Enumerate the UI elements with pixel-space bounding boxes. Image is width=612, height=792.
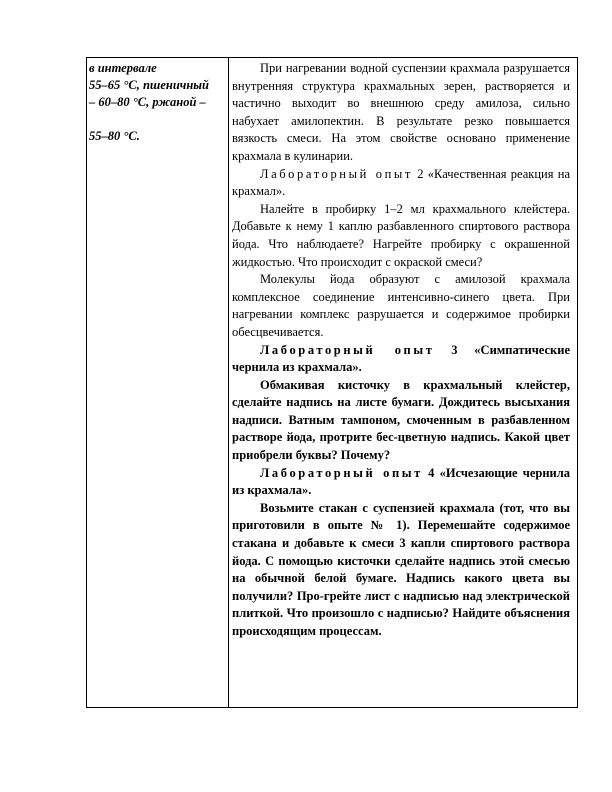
experiment-4-label: Лабораторный опыт <box>260 465 423 480</box>
left-line-3: – 60–80 °С, ржаной – <box>89 95 206 109</box>
paragraph-heating: При нагревании водной суспензии крахмала разрушается внутренняя структура крахмальных зерен, растворяется и частично выходит во внешнюю среду амилоза, сильно набухает амилопектин. В результате резко повышается вязкость смеси. На этом свойстве основано применение крахмала в кулинарии. <box>232 61 570 163</box>
experiment-4-text: Возьмите стакан с суспензией крахмала (тот, что вы приготовили в опыте № 1). Перемешайте содержимое стакана и добавьте к смеси 3 капли спиртового раствора йода. С помощью кисточки сделайте надпись этой смесью на обычной белой бумаге. Надпись какого цвета вы получили? Про-грейте лист с надписью над электрической плиткой. Что произошло с надписью? Найдите объяснения происходящим процессам. <box>232 500 570 638</box>
experiment-2-label: Лабораторный опыт <box>260 166 413 181</box>
experiment-4-title: 4 «Исчезающие чернила из крахмала». <box>232 465 570 498</box>
left-column <box>89 60 223 145</box>
experiment-2-explanation: Молекулы йода образуют с амилозой крахмала комплексное соединение интенсивно-синего цвета. При нагревании комплекс разрушается и содержимое пробирки обесцвечивается. <box>232 272 570 339</box>
experiment-2-heading <box>232 166 570 201</box>
experiment-2-text: Налейте в пробирку 1–2 мл крахмального клейстера. Добавьте к нему 1 каплю разбавленного спиртового раствора йода. Что наблюдаете? Нагрейте пробирку с окрашенной жидкостью. Что происходит с окраской смеси? <box>232 201 570 269</box>
left-line-2: 55–65 °С, пшеничный <box>89 78 209 92</box>
experiment-3-label: Лабораторный опыт <box>260 342 435 357</box>
experiment-2-title: 2 «Качественная реакция на крахмал». <box>232 166 571 199</box>
experiment-3-text: Обмакивая кисточку в крахмальный клейстер, сделайте надпись на листе бумаги. Дождитесь высыхания надписи. Ватным тампоном, смоченным в разбавленном растворе йода, протрите бес-цветную надпись. Какой цвет приобрели буквы? Почему? <box>232 377 570 463</box>
left-line-1: в интервале <box>89 61 157 75</box>
experiment-3-title: 3 «Симпатические чернила из крахмала». <box>232 342 571 375</box>
experiment-3-heading <box>232 342 570 377</box>
right-column <box>232 60 570 641</box>
experiment-4-heading <box>232 465 570 500</box>
left-line-4: 55–80 °С. <box>89 129 140 143</box>
content-table <box>86 57 578 708</box>
column-divider <box>228 58 229 707</box>
